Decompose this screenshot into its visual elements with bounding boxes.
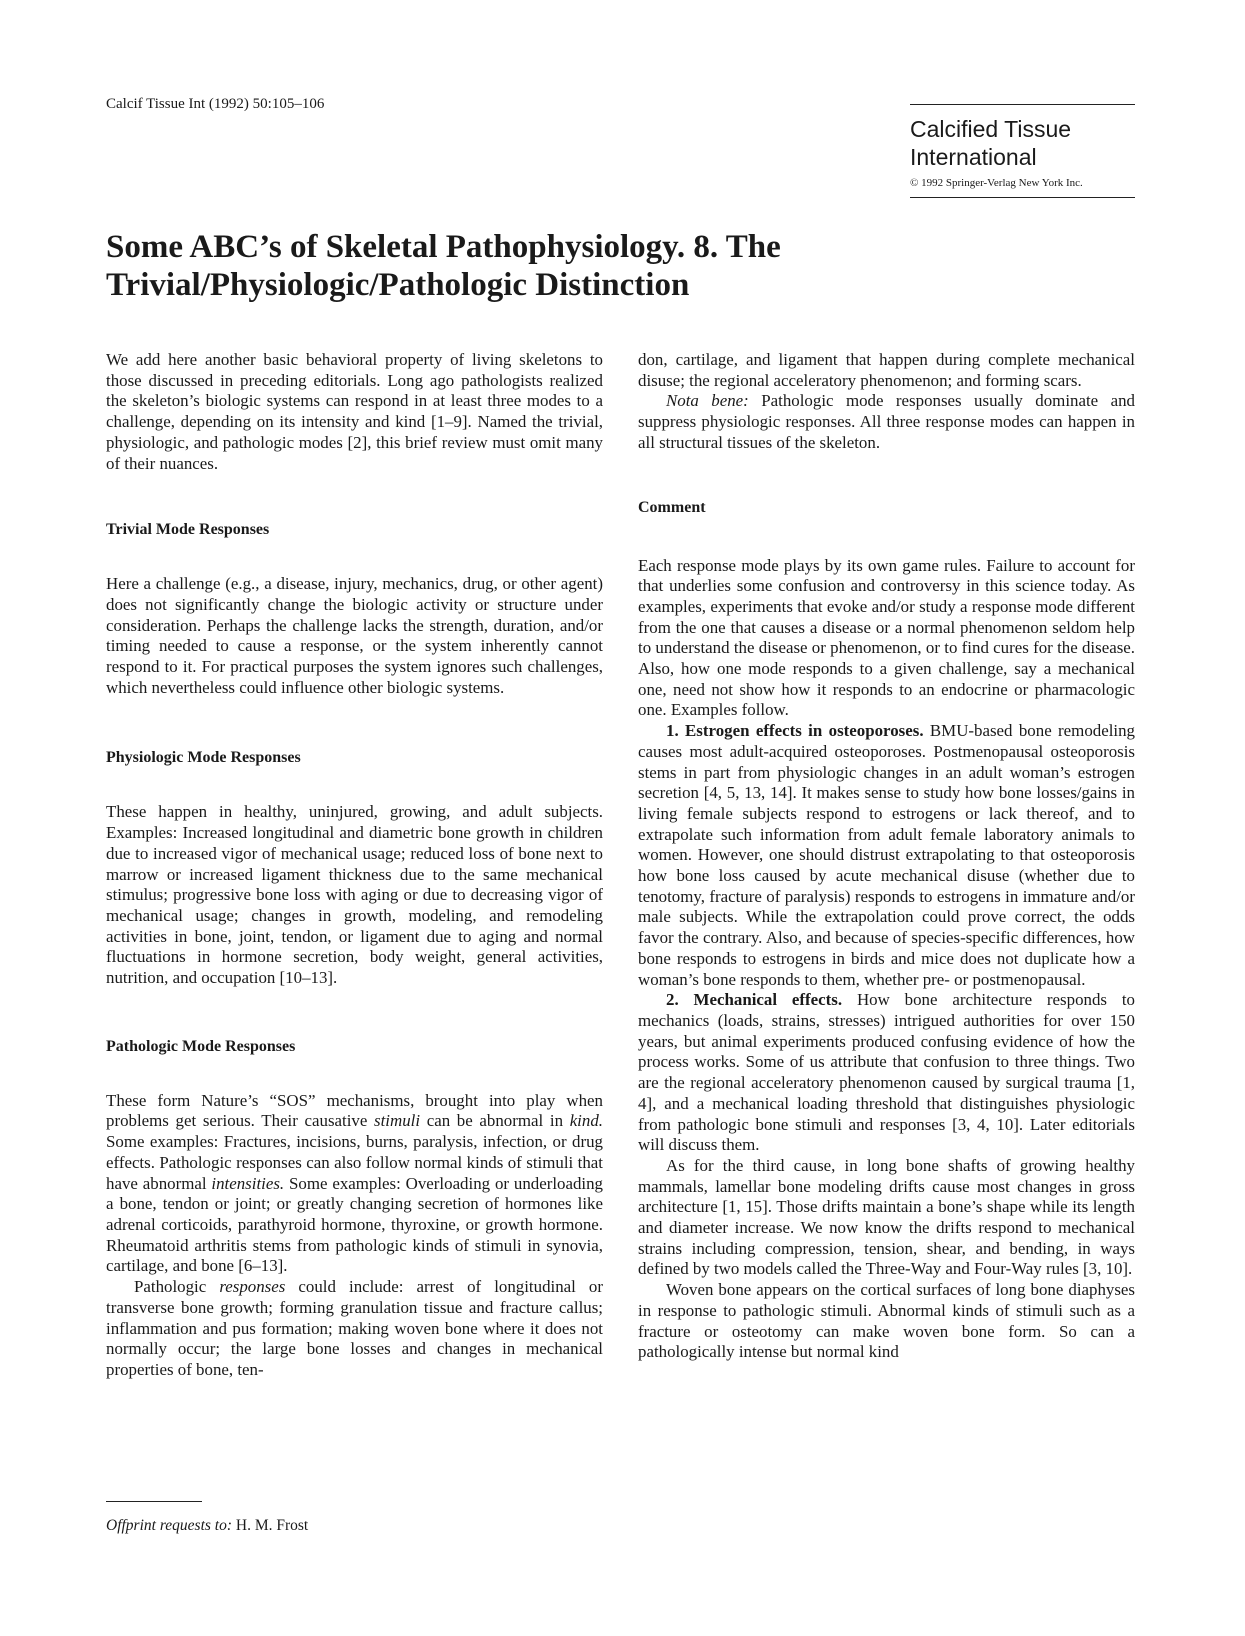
title-line-2: Trivial/Physiologic/Pathologic Distinction — [106, 267, 690, 303]
text-run: Pathologic mode responses usually dominate and suppress physiologic responses. All three response modes can happen in all structural tissues of the skeleton. — [638, 391, 1135, 452]
intro-paragraph: We add here another basic behavioral property of living skeletons to those discussed in preceding editorials. Long ago pathologists realized the skeleton’s biologic systems can respond in at least three modes to a challenge, depending on its intensity and kind [1–9]. Named the trivial, physiologic, and pathologic modes [2], this brief review must omit many of their nuances. — [106, 350, 603, 473]
left-column — [106, 350, 603, 1381]
text-run: BMU-based bone remodeling causes most adult-acquired osteoporoses. Postmenopausal osteoporosis stems in part from physiologic changes in an adult woman’s estrogen secretion [4, 5, 13, 14]. It makes sense to study how bone losses/gains in living female subjects respond to estrogens or lack thereof, and to extrapolate such information from adult female laboratory animals to women. However, one should distrust extrapolating to that osteoporosis how bone loss caused by acute mechanical disuse (whether due to tenotomy, fracture of paralysis) responds to estrogens in immature and/or male subjects. While the extrapolation could prove correct, the odds favor the contrary. Also, and because of species-specific differences, how bone responds to estrogens in birds and mice does not duplicate how a woman’s bone responds to them, whether pre- or postmenopausal. — [638, 721, 1135, 989]
text-run: Some examples: Overloading or underloading a bone, tendon or joint; or greatly changing secretion of hormones like adrenal corticoids, parathyroid hormone, thyroxine, or growth hormone. Rheumatoid arthritis stems from pathologic kinds of stimuli in synovia, cartilage, and bone [6–13]. — [106, 1173, 604, 1276]
title-line-1: Some ABC’s of Skeletal Pathophysiology. 8. The — [106, 229, 781, 265]
third-cause-paragraph: As for the third cause, in long bone shafts of growing healthy mammals, lamellar bone modeling drifts cause most changes in gross architecture [1, 15]. Those drifts maintain a bone’s shape while its length and diameter increase. We now know the drifts respond to mechanical strains including compression, tension, shear, and bending, in ways defined by two models called the Three-Way and Four-Way rules [3, 10]. — [638, 1155, 1135, 1279]
trivial-paragraph: Here a challenge (e.g., a disease, injury, mechanics, drug, or other agent) does not significantly change the biologic activity or structure under consideration. Perhaps the challenge lacks the strength, duration, and/or timing needed to cause a response, or the system inherently cannot respond to it. For practical purposes the system ignores such challenges, which nevertheless could influence other biologic systems. — [106, 574, 603, 697]
heading-physiologic-mode: Physiologic Mode Responses — [106, 749, 301, 767]
text-run: Pathologic — [134, 1277, 220, 1297]
text-run: These form Nature’s “SOS” mechanisms, brought into play when problems get serious. Their causative — [106, 1090, 603, 1131]
citation: Calcif Tissue Int (1992) 50:105–106 — [106, 96, 325, 112]
journal-name-line2: International — [910, 144, 1037, 170]
heading-trivial-mode: Trivial Mode Responses — [106, 521, 270, 539]
mechanical-paragraph — [638, 990, 1135, 1156]
heading-pathologic-mode: Pathologic Mode Responses — [106, 1037, 296, 1055]
comment-paragraph: Each response mode plays by its own game rules. Failure to account for that underlies some confusion and controversy in this science today. As examples, experiments that evoke and/or study a response mode different from the one that causes a disease or a normal phenomenon seldom help to understand the disease or phenomenon, or to find cures for the disease. Also, how one mode responds to a given challenge, say a mechanical one, need not show how it responds to an endocrine or pharmacologic one. Examples follow. — [638, 555, 1135, 720]
footnote — [106, 1517, 308, 1535]
footnote-label: Offprint requests to: — [106, 1517, 233, 1534]
italic-responses: responses — [219, 1277, 286, 1297]
estrogen-label: 1. Estrogen effects in osteoporoses. — [666, 721, 924, 741]
nota-bene-paragraph — [638, 391, 1135, 453]
copyright-notice: © 1992 Springer-Verlag New York Inc. — [910, 177, 1083, 189]
heading-comment: Comment — [638, 498, 706, 516]
physiologic-paragraph: These happen in healthy, uninjured, growing, and adult subjects. Examples: Increased longitudinal and diametric bone growth in children due to increased vigor of mechanical usage; reduced loss of bone next to marrow or increased ligament thickness due to the same mechanical stimulus; progressive bone loss with aging or due to decreasing vigor of mechanical usage; changes in growth, modeling, and remodeling activities in bone, joint, tendon, or ligament due to aging and normal fluctuations in hormone secretion, body weight, general activities, nutrition, and occupation [10–13]. — [106, 802, 603, 988]
nota-bene-label: Nota bene: — [666, 391, 749, 411]
text-run: Some examples: Fractures, incisions, burns, paralysis, infection, or drug effects. Pathologic responses can also follow normal kinds of stimuli that have abnormal — [106, 1132, 603, 1193]
estrogen-paragraph — [638, 721, 1135, 990]
italic-stimuli: stimuli — [374, 1111, 421, 1131]
right-column — [638, 350, 1135, 1363]
mechanical-label: 2. Mechanical effects. — [666, 990, 843, 1010]
woven-bone-paragraph: Woven bone appears on the cortical surfaces of long bone diaphyses in response to pathologic stimuli. Abnormal kinds of stimuli such as a fracture or osteotomy can make woven bone form. So can a pathologically intense but normal kind — [638, 1280, 1135, 1362]
italic-intensities: intensities. — [211, 1173, 285, 1193]
continuation-paragraph: don, cartilage, and ligament that happen during complete mechanical disuse; the regional acceleratory phenomenon; and forming scars. — [638, 350, 1135, 390]
article-title — [106, 228, 866, 304]
journal-name-line1: Calcified Tissue — [910, 116, 1072, 142]
italic-kind: kind. — [569, 1111, 603, 1131]
text-run: How bone architecture responds to mechanics (loads, strains, stresses) intrigued authorities for over 150 years, but animal experiments produced confusing evidence of how the process works. Some of us attribute that confusion to three things. Two are the regional acceleratory phenomenon caused by surgical trauma [1, 4], and a mechanical loading threshold that distinguishes physiologic from pathologic bone stimuli and responses [3, 4, 10]. Later editorials will discuss them. — [638, 990, 1135, 1155]
text-run: can be abnormal in — [420, 1111, 570, 1131]
text-run: could include: arrest of longitudinal or transverse bone growth; forming granulation tissue and fracture callus; inflammation and pus formation; making woven bone where it does not normally occur; the large bone losses and changes in mechanical properties of bone, ten- — [106, 1277, 603, 1379]
pathologic-paragraph-2 — [106, 1277, 603, 1381]
pathologic-paragraph-1 — [106, 1091, 603, 1277]
footnote-rule — [106, 1501, 202, 1502]
footnote-name: H. M. Frost — [232, 1517, 309, 1534]
journal-masthead — [910, 104, 1135, 198]
